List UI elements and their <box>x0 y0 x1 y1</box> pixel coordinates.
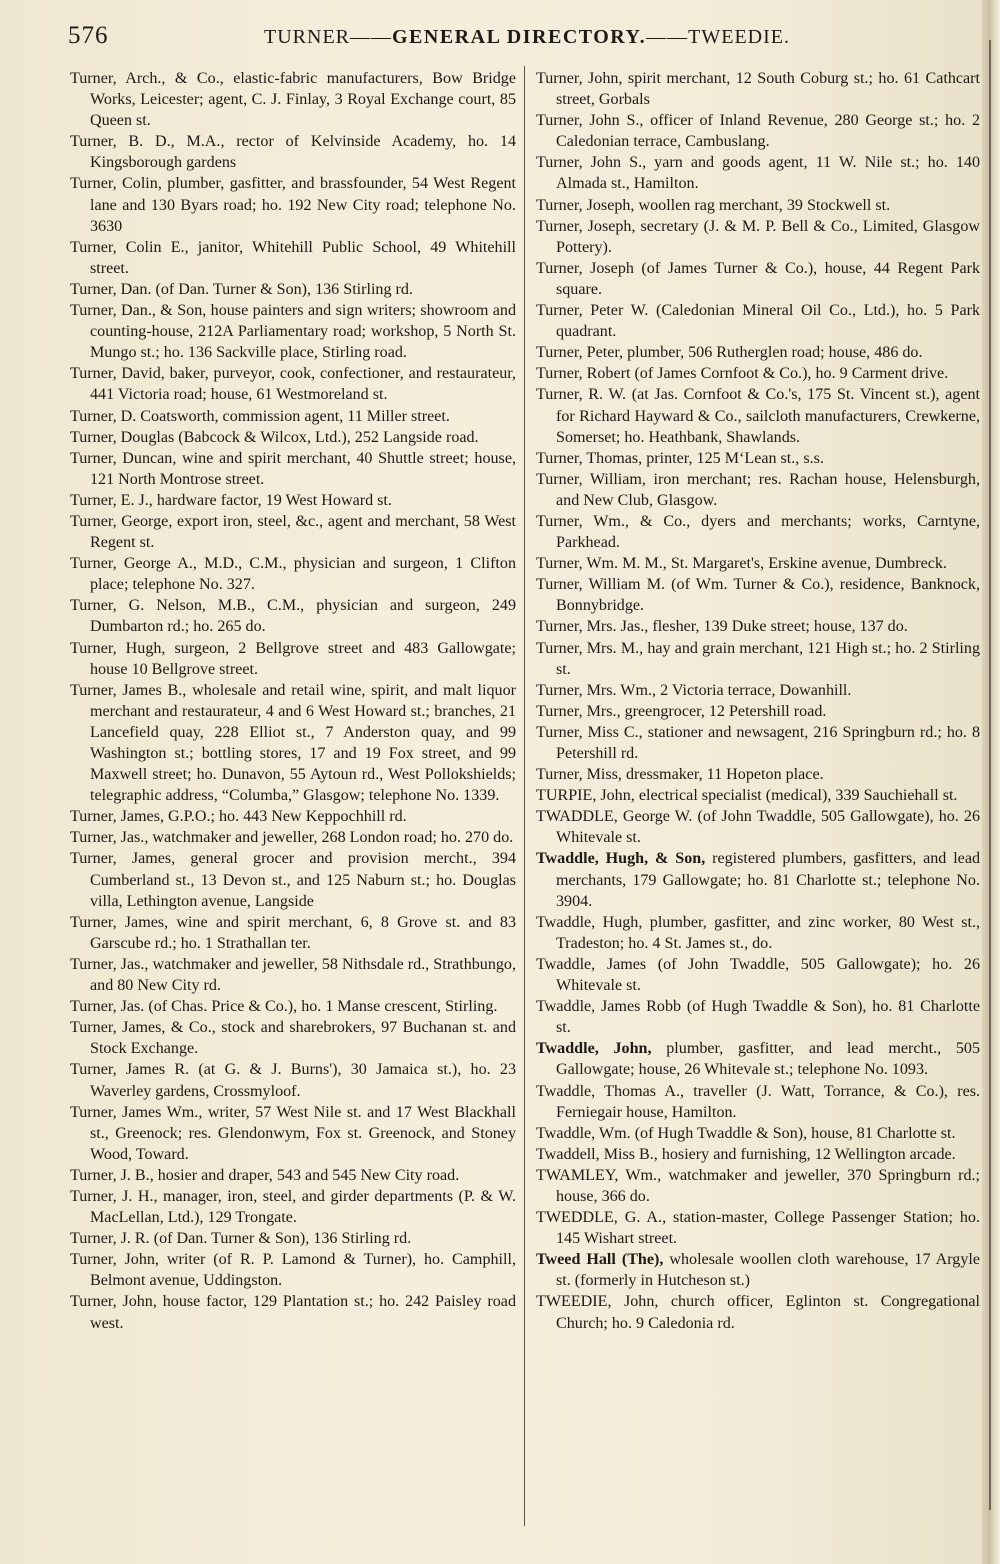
directory-entry <box>70 680 516 807</box>
directory-entry <box>536 258 980 300</box>
entry-text: Turner, B. D., M.A., rector of Kelvinside Academy, ho. 14 Kingsborough gardens <box>70 133 516 172</box>
entry-text: TURPIE, John, electrical specialist (medical), 339 Sauchiehall st. <box>536 787 958 805</box>
directory-entry <box>70 490 516 511</box>
directory-entry <box>70 954 516 996</box>
directory-entry <box>536 1249 980 1291</box>
directory-entry <box>536 469 980 511</box>
entry-text: Turner, Wm., & Co., dyers and merchants; works, Carntyne, Parkhead. <box>536 512 980 552</box>
entry-text: Turner, George, export iron, steel, &c., agent and merchant, 58 West Regent st. <box>70 512 516 552</box>
entry-text: TWEEDIE, John, church officer, Eglinton st. Congregational Church; ho. 9 Caledonia rd. <box>536 1293 980 1332</box>
entry-text: Turner, Jas., watchmaker and jeweller, 268 London road; ho. 270 do. <box>70 829 514 847</box>
entry-text: Turner, Arch., & Co., elastic-fabric manufacturers, Bow Bridge Works, Leicester; agent, C. J. Finlay, 3 Royal Exchange court, 85 Queen st. <box>70 70 516 130</box>
running-head-center: GENERAL DIRECTORY. <box>392 26 647 48</box>
entry-text: Turner, James, general grocer and provision mercht., 394 Cumberland st., 13 Devon st., and 125 Naburn st.; ho. Douglas villa, Lethington avenue, Langside <box>70 850 516 910</box>
entry-text: Turner, Peter, plumber, 506 Rutherglen road; house, 486 do. <box>536 344 923 362</box>
directory-entry <box>70 237 516 279</box>
directory-entry <box>70 553 516 595</box>
directory-entry <box>536 764 980 785</box>
entry-text: Turner, Colin, plumber, gasfitter, and brassfounder, 54 West Regent lane and 130 Byars road; ho. 192 New City road; telephone No. 3630 <box>70 175 516 235</box>
directory-entry <box>70 1059 516 1101</box>
entry-text: Turner, John S., yarn and goods agent, 11 W. Nile st.; ho. 140 Almada st., Hamilton. <box>536 154 980 193</box>
entry-text: Turner, Jas. (of Chas. Price & Co.), ho. 1 Manse crescent, Stirling. <box>70 998 498 1016</box>
entry-text: Turner, James, wine and spirit merchant, 6, 8 Grove st. and 83 Garscube rd.; ho. 1 Strathallan ter. <box>70 913 516 952</box>
page-header <box>68 22 980 56</box>
directory-entry <box>70 996 516 1017</box>
directory-entry <box>536 1144 980 1165</box>
entry-text: Turner, Mrs., greengrocer, 12 Petershill road. <box>536 702 827 720</box>
directory-entry <box>70 68 516 131</box>
directory-entry <box>70 131 516 173</box>
entry-text: Turner, James, & Co., stock and sharebrokers, 97 Buchanan st. and Stock Exchange. <box>70 1019 516 1058</box>
directory-entry <box>536 701 980 722</box>
directory-entry <box>70 427 516 448</box>
entry-text: Turner, Joseph, woollen rag merchant, 39 Stockwell st. <box>536 196 891 214</box>
directory-entry <box>70 848 516 911</box>
directory-entry <box>536 722 980 764</box>
right-column <box>536 68 980 1334</box>
entry-text: Turner, John, writer (of R. P. Lamond & Turner), ho. Camphill, Belmont avenue, Uddingston. <box>70 1251 516 1290</box>
directory-entry <box>536 152 980 194</box>
directory-entry <box>536 448 980 469</box>
directory-entry <box>536 1291 980 1333</box>
entry-text: Turner, Joseph, secretary (J. & M. P. Bell & Co., Limited, Glasgow Pottery). <box>536 217 980 256</box>
directory-entry <box>536 511 980 553</box>
directory-entry <box>536 638 980 680</box>
directory-entry <box>70 300 516 363</box>
directory-entry <box>536 384 980 447</box>
entry-text: TWAMLEY, Wm., watchmaker and jeweller, 370 Springburn rd.; house, 366 do. <box>536 1166 980 1205</box>
directory-entry <box>536 1081 980 1123</box>
entry-text: Turner, Mrs. Wm., 2 Victoria terrace, Dowanhill. <box>536 681 852 699</box>
directory-entry <box>70 279 516 300</box>
directory-entry <box>536 996 980 1038</box>
directory-entry <box>536 806 980 848</box>
directory-entry <box>536 954 980 996</box>
entry-text: Turner, Wm. M. M., St. Margaret's, Erskine avenue, Dumbreck. <box>536 555 947 573</box>
directory-entry <box>536 616 980 637</box>
page-number: 576 <box>68 22 109 49</box>
directory-entry <box>536 363 980 384</box>
entry-text: Turner, James B., wholesale and retail wine, spirit, and malt liquor merchant and restaurateur, 4 and 6 West Howard st.; branches, 21 Lancefield quay, 228 Elliot st., 7 Anderston quay, and 99 Washington st.; bottling stores, 17 and 19 Fox street, and 99 Maxwell street; ho. Dunavon, 55 Aytoun rd., West Pollokshields; telegraphic address, “Columba,” Glasgow; telephone No. 1339. <box>70 681 516 805</box>
entry-text: Turner, John, house factor, 129 Plantation st.; ho. 242 Paisley road west. <box>70 1293 516 1332</box>
directory-entry <box>536 1038 980 1080</box>
entry-text: wholesale woollen cloth warehouse, 17 Argyle st. (formerly in Hutcheson st.) <box>556 1251 980 1290</box>
directory-entry <box>70 912 516 954</box>
entry-text: Turner, Colin E., janitor, Whitehill Public School, 49 Whitehill street. <box>70 238 516 277</box>
directory-entry <box>536 680 980 701</box>
entry-text: Turner, R. W. (at Jas. Cornfoot & Co.'s, 175 St. Vincent st.), agent for Richard Hayward & Co., sailcloth manufacturers, Crewkerne, Somerset; ho. Heathbank, Shawlands. <box>536 386 980 446</box>
entry-text: Turner, Douglas (Babcock & Wilcox, Ltd.), 252 Langside road. <box>70 428 479 446</box>
directory-entry <box>70 406 516 427</box>
entry-text: Turner, David, baker, purveyor, cook, confectioner, and restaurateur, 441 Victoria road; house, 61 Westmoreland st. <box>70 365 516 404</box>
directory-entry <box>536 848 980 911</box>
directory-entry <box>536 300 980 342</box>
entry-text: Twaddle, Hugh, plumber, gasfitter, and zinc worker, 80 West st., Tradeston; ho. 4 St. James st., do. <box>536 913 980 952</box>
entry-text: Turner, James Wm., writer, 57 West Nile st. and 17 West Blackhall st., Greenock; res. Glendonwym, Fox st. Greenock, and Stoney Wood, Toward. <box>70 1103 516 1163</box>
directory-entry <box>70 1017 516 1059</box>
entry-text: Turner, Thomas, printer, 125 M‘Lean st., s.s. <box>536 449 824 467</box>
directory-entry <box>70 173 516 236</box>
entry-text: Turner, Jas., watchmaker and jeweller, 58 Nithsdale rd., Strathbungo, and 80 New City rd. <box>70 955 516 995</box>
running-head-right: TWEEDIE. <box>688 26 790 48</box>
entry-text: Turner, Mrs. Jas., flesher, 139 Duke street; house, 137 do. <box>536 618 908 636</box>
directory-entry <box>70 1186 516 1228</box>
directory-entry <box>536 110 980 152</box>
entry-text: Turner, E. J., hardware factor, 19 West Howard st. <box>70 491 392 509</box>
entry-text: Turner, John, spirit merchant, 12 South Coburg st.; ho. 61 Cathcart street, Gorbals <box>536 70 980 109</box>
entry-text: Turner, Miss C., stationer and newsagent, 216 Springburn rd.; ho. 8 Petershill rd. <box>536 723 980 762</box>
directory-entry <box>536 68 980 110</box>
entry-text: Turner, William M. (of Wm. Turner & Co.), residence, Banknock, Bonnybridge. <box>536 576 980 615</box>
left-column <box>70 68 516 1334</box>
directory-entry <box>70 363 516 405</box>
directory-entry <box>70 511 516 553</box>
directory-entry <box>536 912 980 954</box>
entry-text: Turner, J. R. (of Dan. Turner & Son), 136 Stirling rd. <box>70 1230 412 1248</box>
running-head-dash-2: —— <box>646 26 689 48</box>
entry-text: Turner, Peter W. (Caledonian Mineral Oil Co., Ltd.), ho. 5 Park quadrant. <box>536 302 980 341</box>
running-head-dash-1: —— <box>350 26 392 48</box>
directory-entry <box>536 574 980 616</box>
binding-edge <box>982 0 1000 1564</box>
entry-text: Twaddle, James Robb (of Hugh Twaddle & Son), ho. 81 Charlotte st. <box>536 998 980 1037</box>
directory-entry <box>536 1207 980 1249</box>
entry-text: Twaddle, Wm. (of Hugh Twaddle & Son), house, 81 Charlotte st. <box>536 1124 956 1142</box>
entry-text: Turner, Miss, dressmaker, 11 Hopeton place. <box>536 766 824 784</box>
running-head <box>264 26 790 49</box>
entry-bold-name: Tweed Hall (The), <box>536 1251 664 1269</box>
entry-text: Turner, Dan. (of Dan. Turner & Son), 136 Stirling rd. <box>70 280 413 298</box>
directory-entry <box>536 216 980 258</box>
directory-entry <box>70 827 516 848</box>
entry-text: Turner, William, iron merchant; res. Rachan house, Helensburgh, and New Club, Glasgow. <box>536 470 980 509</box>
entry-bold-name: Twaddle, Hugh, & Son, <box>536 850 706 868</box>
directory-entry <box>70 638 516 680</box>
entry-text: Twaddell, Miss B., hosiery and furnishing, 12 Wellington arcade. <box>536 1145 956 1163</box>
entry-text: Turner, Mrs. M., hay and grain merchant, 121 High st.; ho. 2 Stirling st. <box>536 639 980 678</box>
entry-text: Turner, James, G.P.O.; ho. 443 New Keppochhill rd. <box>70 808 407 826</box>
directory-entry <box>536 1123 980 1144</box>
entry-text: Turner, James R. (at G. & J. Burns'), 30 Jamaica st.), ho. 23 Waverley gardens, Crossmyloof. <box>70 1061 516 1100</box>
entry-text: plumber, gasfitter, and lead mercht., 505 Gallowgate; house, 26 Whitevale st.; telephone No. 1093. <box>556 1040 980 1079</box>
directory-entry <box>536 195 980 216</box>
entry-text: Turner, D. Coatsworth, commission agent, 11 Miller street. <box>70 407 450 425</box>
directory-entry <box>70 1102 516 1165</box>
entry-text: registered plumbers, gasfitters, and lead merchants, 179 Gallowgate; ho. 81 Charlotte st.; telephone No. 3904. <box>556 850 981 910</box>
entry-bold-name: Twaddle, John, <box>536 1040 652 1058</box>
entry-text: TWEDDLE, G. A., station-master, College Passenger Station; ho. 145 Wishart street. <box>536 1209 980 1248</box>
entry-text: Twaddle, James (of John Twaddle, 505 Gallowgate); ho. 26 Whitevale st. <box>536 955 980 995</box>
entry-text: Turner, John S., officer of Inland Revenue, 280 George st.; ho. 2 Caledonian terrace, Cambuslang. <box>536 112 980 151</box>
entry-text: Turner, Robert (of James Cornfoot & Co.), ho. 9 Carment drive. <box>536 365 949 383</box>
directory-entry <box>536 1165 980 1207</box>
entry-text: Turner, J. H., manager, iron, steel, and girder departments (P. & W. MacLellan, Ltd.), 129 Trongate. <box>70 1187 516 1227</box>
entry-text: Turner, Duncan, wine and spirit merchant, 40 Shuttle street; house, 121 North Montrose street. <box>70 449 516 488</box>
directory-entry <box>70 595 516 637</box>
entry-text: Turner, Dan., & Son, house painters and sign writers; showroom and counting-house, 212A Parliamentary road; workshop, 5 North St. Mungo st.; ho. 136 Sackville place, Stirling road. <box>70 302 516 362</box>
running-head-left: TURNER <box>264 26 350 48</box>
entry-text: Turner, G. Nelson, M.B., C.M., physician and surgeon, 249 Dumbarton rd.; ho. 265 do. <box>70 597 516 636</box>
entry-text: Turner, Joseph (of James Turner & Co.), house, 44 Regent Park square. <box>536 259 980 298</box>
entry-text: Turner, Hugh, surgeon, 2 Bellgrove street and 483 Gallowgate; house 10 Bellgrove street. <box>70 639 516 678</box>
directory-entry <box>536 553 980 574</box>
entry-text: Twaddle, Thomas A., traveller (J. Watt, Torrance, & Co.), res. Ferniegair house, Hamilton. <box>536 1082 980 1121</box>
entry-text: Turner, J. B., hosier and draper, 543 and 545 New City road. <box>70 1166 460 1184</box>
directory-entry <box>70 1165 516 1186</box>
directory-entry <box>70 448 516 490</box>
directory-entry <box>536 342 980 363</box>
entry-text: TWADDLE, George W. (of John Twaddle, 505 Gallowgate), ho. 26 Whitevale st. <box>536 808 980 847</box>
directory-entry <box>536 785 980 806</box>
directory-entry <box>70 806 516 827</box>
column-divider <box>524 66 525 1526</box>
entry-text: Turner, George A., M.D., C.M., physician and surgeon, 1 Clifton place; telephone No. 327. <box>70 555 516 594</box>
directory-entry <box>70 1291 516 1333</box>
directory-entry <box>70 1228 516 1249</box>
directory-entry <box>70 1249 516 1291</box>
